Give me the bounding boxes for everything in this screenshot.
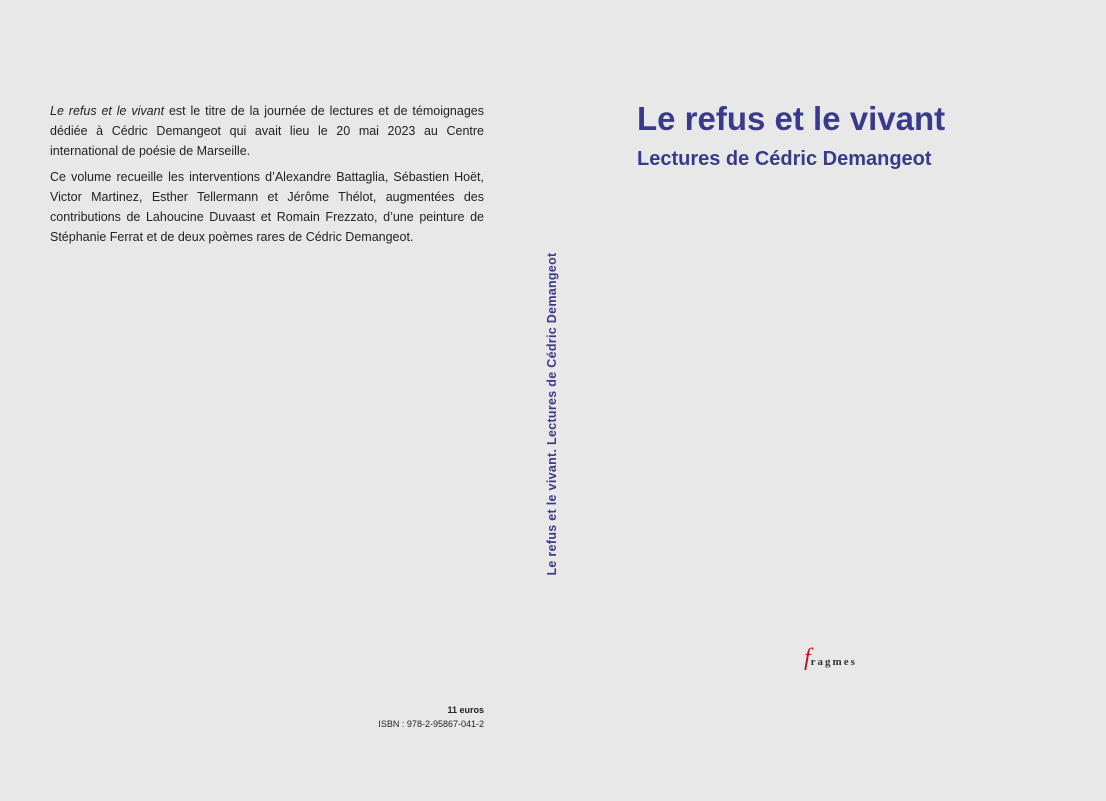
publisher-logo: [804, 645, 857, 672]
blurb-paragraph-2: Ce volume recueille les interventions d’Alexandre Battaglia, Sébastien Hoët, Victor Martinez, Esther Tellermann et Jérôme Thélot, augmentées des contributions de Lahoucine Duvaast et Romain Frezzato, d’une peinture de Stéphanie Ferrat et de deux poèmes rares de Cédric Demangeot.: [50, 170, 484, 244]
spine-text: Le refus et le vivant. Lectures de Cédric Demangeot: [545, 252, 559, 576]
isbn-label: ISBN : 978-2-95867-041-2: [378, 719, 484, 729]
blurb-title-italic: Le refus et le vivant: [50, 104, 165, 118]
publisher-logo-initial: f: [804, 645, 811, 671]
blurb-paragraph-1-text: est le titre de la journée de lectures et de témoignages dédiée à Cédric Demangeot qui avait lieu le 20 mai 2023 au Centre international de poésie de Marseille.: [50, 104, 484, 158]
price-label: 11 euros: [447, 705, 484, 715]
blurb-paragraph-1: [50, 101, 484, 161]
book-subtitle: Lectures de Cédric Demangeot: [637, 148, 932, 170]
back-cover-blurb: [50, 101, 484, 253]
book-title: Le refus et le vivant: [637, 100, 946, 137]
publisher-logo-name: ragmes: [810, 656, 857, 668]
